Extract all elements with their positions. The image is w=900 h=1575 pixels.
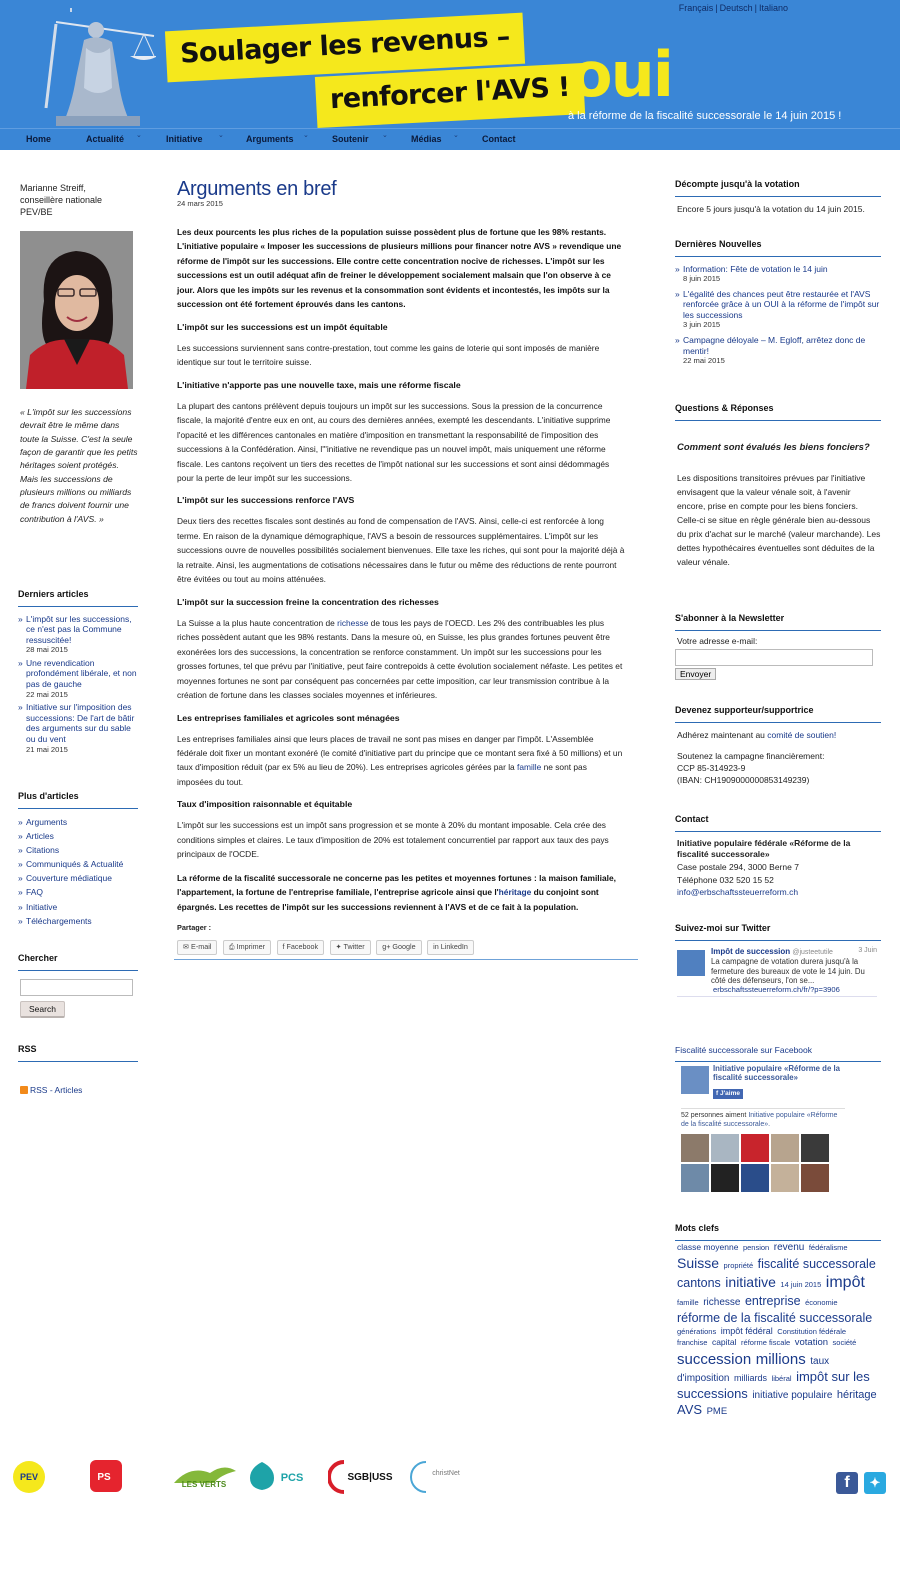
tag-link[interactable]: Constitution fédérale xyxy=(777,1326,847,1336)
page-title: Arguments en bref xyxy=(177,178,337,200)
svg-text:christNet: christNet xyxy=(432,1470,460,1477)
chevron-down-icon[interactable]: ⌄ xyxy=(218,132,224,139)
header-tagline: à la réforme de la fiscalité successorale le 14 juin 2015 ! xyxy=(568,110,842,122)
svg-text:PEV: PEV xyxy=(19,1472,39,1482)
author-name: Marianne Streiff, xyxy=(20,183,86,193)
author-role: conseillère nationale xyxy=(20,195,103,206)
facebook-icon: f xyxy=(282,942,287,952)
paragraph: Les entreprises familiales ainsi que leurs places de travail ne sont pas mises en danger par l'impôt. L'Assemblée fédérale doit fixer un montant exonéré (le comité d'initiative part du principe que ce montant sera fixé à 50 millions) et un taux d'imposition réduit (par ex 5% au lieu de 20%). Les entreprises agricoles gérées par la famille ne sont pas imposées du tout. xyxy=(177,733,623,787)
list-item[interactable]: » L'égalité des chances peut être restaurée et l'AVS renforcée grâce à un OUI à la réforme de l'impôt sur les successions 3 juin 2015 xyxy=(675,289,881,330)
avatar[interactable] xyxy=(741,1134,769,1162)
search-input[interactable] xyxy=(20,979,133,996)
list-item[interactable]: » Une revendication profondément libérale, et non pas de gauche 22 mai 2015 xyxy=(18,658,138,699)
iban-number: (IBAN: CH1909000000853149239) xyxy=(677,775,810,786)
newsletter-title: S'abonner à la Newsletter xyxy=(675,612,881,631)
twitter-widget xyxy=(675,922,881,941)
contact-org: Initiative populaire fédérale «Réforme de la fiscalité successorale» xyxy=(677,837,851,860)
tag-link[interactable]: classe moyenne xyxy=(677,1242,739,1252)
support-campaign: Soutenez la campagne financièrement: xyxy=(677,750,825,761)
author-party: PEV/BE xyxy=(20,207,53,218)
site-header xyxy=(0,0,900,128)
list-item[interactable]: » Information: Fête de votation le 14 juin 8 juin 2015 xyxy=(675,264,881,284)
tag-link[interactable]: initiative xyxy=(725,1273,776,1290)
share-twitter-button[interactable]: ✦ Twitter xyxy=(330,940,371,955)
rss-widget xyxy=(18,1043,138,1096)
more-articles-widget xyxy=(18,790,138,929)
supporter-title: Devenez supporteur/supportrice xyxy=(675,704,881,723)
nav-item-contact[interactable]: Contact xyxy=(482,134,516,144)
tag-link[interactable]: capital xyxy=(711,1337,737,1348)
share-facebook-button[interactable]: f Facebook xyxy=(277,940,325,955)
tweet-header: Impôt de succession @justeetutile 3 Juin xyxy=(711,947,877,956)
contact-email-link[interactable]: info@erbschaftssteuerreform.ch xyxy=(677,886,799,897)
share-google-button[interactable]: g+ Google xyxy=(376,940,421,955)
facebook-like-button[interactable]: f J'aime xyxy=(713,1089,743,1099)
sgb-uss-logo[interactable] xyxy=(328,1460,396,1494)
share-email-button[interactable]: ✉ E-mail xyxy=(177,940,217,955)
section-heading: L'impôt sur les successions renforce l'AVS xyxy=(177,495,355,506)
article-lead: Les deux pourcents les plus riches de la population suisse possèdent plus de fortune que les 98% restants. L'initiative populaire « Imposer les successions de plusieurs millions pour financer notre AVS » revendique une réforme de l'impôt sur les successions. Elle contre cette concentration nocive de richesses. L'impôt sur les successions est un outil adéquat afin de freiner le développement socialement malsain que l'on observe à ce jour. Alors que les impôts sur les revenus et la consommation sont évidents et incontestés, les impôts sur la succession ont été fortement éprouvés dans les cantons. xyxy=(177,227,622,310)
list-item[interactable]: » Initiative sur l'imposition des successions: De l'art de bâtir des arguments sur du sable ou du vent 21 mai 2015 xyxy=(18,702,138,754)
twitter-title: Suivez-moi sur Twitter xyxy=(675,922,881,941)
list-item[interactable]: » Articles xyxy=(18,830,138,843)
nav-item-home[interactable]: Home xyxy=(26,134,52,144)
tag-link[interactable]: cantons xyxy=(677,1275,721,1290)
chevron-down-icon[interactable]: ⌄ xyxy=(303,132,309,139)
share-print-button[interactable]: ⎙ Imprimer xyxy=(223,940,271,955)
avatar[interactable] xyxy=(801,1164,829,1192)
tag-link[interactable]: propriété xyxy=(723,1260,754,1270)
lang-it[interactable]: Italiano xyxy=(758,3,788,13)
tag-link[interactable]: taux d'imposition xyxy=(677,1355,830,1384)
tag-link[interactable]: fédéralisme xyxy=(808,1243,848,1252)
oui-logo: oui xyxy=(570,38,672,111)
chevron-down-icon[interactable]: ⌄ xyxy=(382,132,388,139)
svg-text:LES VERTS: LES VERTS xyxy=(181,1480,227,1489)
tag-link[interactable]: AVS xyxy=(677,1402,703,1418)
avatar[interactable] xyxy=(711,1164,739,1192)
pcs-logo[interactable] xyxy=(248,1460,308,1492)
tags-title: Mots clefs xyxy=(675,1222,881,1241)
list-item[interactable]: » Initiative xyxy=(18,901,138,914)
les-verts-logo[interactable] xyxy=(170,1461,238,1491)
paragraph: Les successions surviennent sans contre-prestation, tout comme les gains de loterie qui sont imposés de manière identique sur tout le territoire suisse. xyxy=(177,342,600,368)
tag-link[interactable]: 14 juin 2015 xyxy=(780,1279,822,1289)
facebook-page-logo xyxy=(681,1066,709,1094)
newsletter-widget xyxy=(675,612,881,681)
tag-link[interactable]: entreprise xyxy=(744,1294,801,1309)
section-heading: L'impôt sur la succession freine la concentration des richesses xyxy=(177,596,439,607)
news-title: Dernières Nouvelles xyxy=(675,238,881,257)
mail-icon: ✉ xyxy=(183,942,192,952)
facebook-title: Fiscalité successorale sur Facebook xyxy=(675,1044,881,1062)
svg-text:PS: PS xyxy=(97,1472,111,1483)
christnet-logo[interactable] xyxy=(410,1460,468,1494)
email-field[interactable] xyxy=(675,649,873,666)
section-heading: L'impôt sur les successions est un impôt équitable xyxy=(177,321,388,332)
nav-item-arguments[interactable]: Arguments xyxy=(246,134,294,144)
tag-link[interactable]: famille xyxy=(677,1298,699,1308)
ps-logo[interactable] xyxy=(90,1460,122,1492)
nav-item-initiative[interactable]: Initiative xyxy=(166,134,203,144)
pev-logo[interactable] xyxy=(12,1460,46,1494)
tweet-text: La campagne de votation durera jusqu'à la fermeture des bureaux de vote le 14 juin. Du côté des défenseurs, l'on se... xyxy=(711,957,865,986)
search-widget xyxy=(18,952,138,1018)
article-closing: La réforme de la fiscalité successorale ne concerne pas les petites et moyennes fortunes : la maison familiale, l'appartement, la fortune de l'entreprise familiale, l'entreprise agricole ainsi que l'héritage du conjoint sont épargnés. Les recettes de l'impôt sur les successions reviennent à l'AVS et de ce fait à la population. xyxy=(177,872,616,912)
avatar[interactable] xyxy=(771,1164,799,1192)
tag-link[interactable]: libéral xyxy=(771,1373,792,1383)
contact-title: Contact xyxy=(675,813,881,832)
newsletter-submit-button[interactable]: Envoyer xyxy=(675,668,716,680)
avatar[interactable] xyxy=(771,1134,799,1162)
glossary-link[interactable]: famille xyxy=(517,762,542,773)
news-widget xyxy=(675,238,881,371)
share-linkedin-button[interactable]: in LinkedIn xyxy=(427,940,474,955)
svg-text:PCS: PCS xyxy=(280,1472,304,1484)
author-caption xyxy=(20,182,102,218)
tag-link[interactable]: héritage xyxy=(836,1388,877,1401)
tag-link[interactable]: votation xyxy=(794,1337,829,1349)
tag-cloud xyxy=(677,1242,881,1419)
avatar[interactable] xyxy=(681,1164,709,1192)
author-portrait xyxy=(20,231,133,389)
chevron-down-icon[interactable]: ⌄ xyxy=(453,132,459,139)
list-item[interactable]: » Couverture médiatique xyxy=(18,872,138,885)
recent-articles-widget xyxy=(18,588,138,757)
rss-icon xyxy=(20,1086,28,1094)
facebook-widget xyxy=(675,1044,881,1062)
nav-item-soutenir[interactable]: Soutenir xyxy=(332,134,369,144)
tag-link[interactable]: réforme de la fiscalité successorale xyxy=(677,1310,873,1325)
article-body xyxy=(177,225,625,955)
list-item[interactable]: » Communiqués & Actualité xyxy=(18,858,138,871)
avatar xyxy=(677,950,705,976)
tag-link[interactable]: PME xyxy=(706,1406,728,1418)
post-date: 24 mars 2015 xyxy=(177,199,223,208)
divider xyxy=(677,996,877,997)
avatar[interactable] xyxy=(801,1134,829,1162)
section-heading: Taux d'imposition raisonnable et équitable xyxy=(177,799,353,810)
tag-link[interactable]: réforme fiscale xyxy=(741,1338,791,1348)
facebook-icon: f xyxy=(716,1090,720,1097)
nav-item-medias[interactable]: Médias xyxy=(411,134,442,144)
tag-link[interactable]: impôt fédéral xyxy=(720,1325,773,1336)
author-quote: « L'impôt sur les successions devrait être le même dans toute la Suisse. C'est la seule façon de garantir que les petits héritages soient protégés. Mais les successions de plusieurs millions ou milliards de francs doivent fournir une contribution à l'AVS. » xyxy=(20,407,138,524)
paragraph: La plupart des cantons prélèvent depuis toujours un impôt sur les successions. Sous la pression de la concurrence fiscale, la majorité d'entre eux en ont, au cours des dernières années, exempté les descendants. L'initiative supprime l'opacité et les différences cantonales en matière d'imposition en transmettant la responsabilité de l'imposition des successions à la Confédération. Ainsi, l'"initiative ne revendique pas un nouvel impôt, mais uniquement une réforme fiscale. Les cantons reçoivent un tiers des recettes de l'impôt national sur les successions et sont ainsi dédommagés pour la perte de leur impôt sur les successions. xyxy=(177,400,611,483)
section-heading: Les entreprises familiales et agricoles sont ménagées xyxy=(177,712,400,723)
qa-question: Comment sont évalués les biens fonciers? xyxy=(677,441,870,453)
tag-link[interactable]: revenu xyxy=(773,1242,805,1253)
section-heading: L'initiative n'apporte pas une nouvelle taxe, mais une réforme fiscale xyxy=(177,379,461,390)
content-divider xyxy=(174,959,638,960)
slogan-banner-1: Soulager les revenus – xyxy=(165,13,525,82)
supporter-text: Adhérez maintenant au comité de soutien! xyxy=(677,729,837,740)
countdown-title: Décompte jusqu'à la votation xyxy=(675,178,881,197)
lang-de[interactable]: Deutsch xyxy=(719,3,753,13)
qa-widget xyxy=(675,402,881,569)
google-plus-icon: g+ xyxy=(382,942,393,952)
tag-link[interactable]: Suisse xyxy=(677,1254,720,1271)
svg-text:SGB|USS: SGB|USS xyxy=(347,1472,393,1483)
ccp-number: CCP 85-314923-9 xyxy=(677,762,746,773)
linkedin-icon: in xyxy=(433,942,441,952)
glossary-link[interactable]: héritage xyxy=(498,887,532,898)
search-button[interactable]: Search xyxy=(20,1001,65,1018)
list-item[interactable]: » Téléchargements xyxy=(18,915,138,928)
avatar[interactable] xyxy=(711,1134,739,1162)
tags-widget xyxy=(675,1222,881,1241)
slogan-banner-2: renforcer l'AVS ! xyxy=(315,63,585,127)
search-title: Chercher xyxy=(18,952,138,971)
more-articles-title: Plus d'articles xyxy=(18,790,138,809)
justice-statue-icon xyxy=(26,8,156,126)
tag-link[interactable]: franchise xyxy=(677,1338,708,1348)
footer xyxy=(0,1455,900,1505)
list-item[interactable]: » Campagne déloyale – M. Egloff, arrêtez donc de mentir! 22 mai 2015 xyxy=(675,335,881,366)
contact-phone: Téléphone 032 520 15 52 xyxy=(677,874,774,885)
nav-item-actualite[interactable]: Actualité xyxy=(86,134,125,144)
supporter-widget xyxy=(675,704,881,787)
tag-link[interactable]: économie xyxy=(805,1298,838,1308)
twitter-icon: ✦ xyxy=(335,942,344,952)
glossary-link[interactable]: richesse xyxy=(337,617,369,628)
rss-link[interactable]: RSS - Articles xyxy=(18,1084,138,1097)
rss-title: RSS xyxy=(18,1043,138,1062)
main-nav xyxy=(0,128,900,150)
list-item[interactable]: » FAQ xyxy=(18,886,138,899)
tag-link[interactable]: richesse xyxy=(703,1297,741,1309)
tag-link[interactable]: succession xyxy=(677,1350,752,1368)
chevron-down-icon[interactable]: ⌄ xyxy=(136,132,142,139)
tag-link[interactable]: générations xyxy=(677,1326,717,1336)
paragraph: Deux tiers des recettes fiscales sont destinés au fond de compensation de l'AVS. Ainsi, celle-ci est renforcée à long terme. En raison de la dynamique démographique, l'AVS a besoin de ressources supplémentaires. L'impôt sur les successions ouvre de nouvelles possibilités socialement bienvenues. Elle taxe les riches, qui sont pour la majorité déjà à la retraite. Ainsi, les augmentations de cotisations nécessaires dans le futur ou même des réductions de rente pourront être évitées ou tout au moins atténuées. xyxy=(177,516,625,585)
tag-link[interactable]: société xyxy=(832,1338,857,1348)
tag-link[interactable]: fiscalité successorale xyxy=(757,1256,876,1271)
paragraph: La Suisse a la plus haute concentration de richesse de tous les pays de l'OECD. Les 2% des contribuables les plus riches possèdent autant que les 98% restants. Dans la mesure où, en Suisse, les plus grandes fortunes peuvent être exonérées lors des successions, la concentration se renforce constamment. Un impôt sur les successions pour les grosses fortunes, tel que prévu par l'initiative, peut faire contrepoids à cette évolution socialement néfaste. Les petites et moyennes fortunes ne sont par conséquent pas concernées par cette imposition, car leur transmission contribue à la création de fortune dans les classes sociales moyennes et inférieures. xyxy=(177,617,623,701)
tweet-link[interactable]: erbschaftssteuerreform.ch/fr/?p=3906 xyxy=(713,985,840,994)
tag-link[interactable]: impôt sur les successions xyxy=(677,1368,870,1401)
list-item[interactable]: » Citations xyxy=(18,844,138,857)
contact-address: Case postale 294, 3000 Berne 7 xyxy=(677,862,799,873)
support-committee-link[interactable]: comité de soutien! xyxy=(767,729,837,740)
printer-icon: ⎙ xyxy=(228,942,237,952)
qa-answer: Les dispositions transitoires prévues par l'initiative envisagent que la valeur vénale soit, à l'avenir encore, prise en compte pour les biens fonciers. Celle-ci se situe en règle générale bien au-dessous du prix d'achat sur le marché (valeur marchande). Les dettes hypothécaires éventuelles sont déduites de la valeur vénale. xyxy=(677,473,881,568)
list-item[interactable]: » Arguments xyxy=(18,816,138,829)
avatar[interactable] xyxy=(741,1164,769,1192)
contact-widget xyxy=(675,813,881,898)
tag-link[interactable]: milliards xyxy=(734,1372,768,1383)
twitter-icon[interactable]: ✦ xyxy=(864,1472,886,1494)
lang-fr[interactable]: Français xyxy=(678,3,714,13)
tag-link[interactable]: millions xyxy=(755,1350,806,1368)
countdown-widget xyxy=(675,178,881,216)
facebook-like-count: 52 personnes aiment Initiative populaire «Réforme de la fiscalité successorale». xyxy=(681,1108,845,1129)
tag-link[interactable]: impôt xyxy=(825,1273,865,1291)
facebook-fans-grid xyxy=(681,1134,833,1192)
recent-articles-title: Derniers articles xyxy=(18,588,138,607)
paragraph: L'impôt sur les successions est un impôt sans progression et se monte à 20% du montant imposable. Cela crée des conditions simples et claires. Le taux d'imposition de 20% est totalement concurrentiel par rapport aux taux des pays principaux de l'OCDE. xyxy=(177,820,609,860)
facebook-page-name[interactable]: Initiative populaire «Réforme de la fiscalité successorale» xyxy=(713,1064,840,1083)
share-label: Partager : xyxy=(177,923,212,933)
avatar[interactable] xyxy=(681,1134,709,1162)
tag-link[interactable]: pension xyxy=(742,1243,770,1252)
qa-title: Questions & Réponses xyxy=(675,402,881,421)
countdown-text: Encore 5 jours jusqu'à la votation du 14 juin 2015. xyxy=(677,203,865,214)
language-switcher: Français | Deutsch | Italiano xyxy=(678,3,788,13)
list-item[interactable]: » L'impôt sur les successions, ce n'est pas la Commune ressuscitée! 28 mai 2015 xyxy=(18,614,138,655)
facebook-icon[interactable]: f xyxy=(836,1472,858,1494)
newsletter-label: Votre adresse e-mail: xyxy=(677,635,758,646)
tag-link[interactable]: initiative populaire xyxy=(752,1389,833,1401)
share-buttons xyxy=(177,940,625,955)
